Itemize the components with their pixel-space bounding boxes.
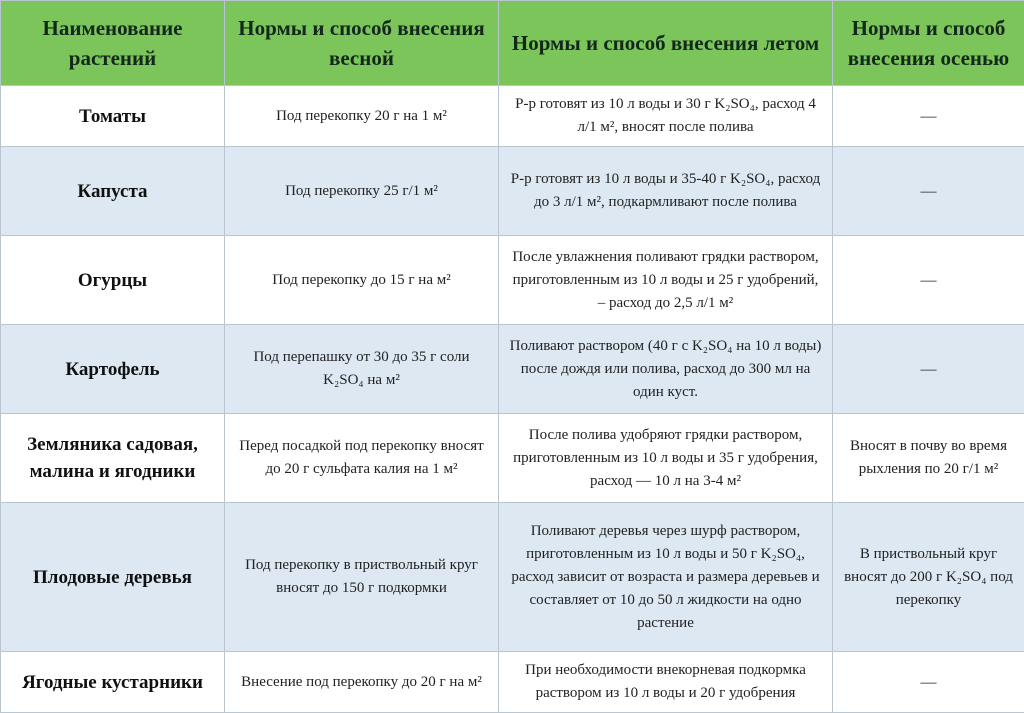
autumn-cell: —	[833, 86, 1024, 147]
plant-name-cell: Картофель	[1, 325, 225, 414]
plant-name-cell: Земляника садовая, малина и ягодники	[1, 414, 225, 503]
header-row	[1, 1, 1024, 86]
autumn-cell: —	[833, 147, 1024, 236]
summer-cell: Р-р готовят из 10 л воды и 30 г K₂SO₄, расход 4 л/1 м², вносят после полива	[499, 86, 833, 147]
header-autumn: Нормы и способ внесения осенью	[833, 1, 1024, 86]
table-row	[1, 414, 1024, 503]
header-plant-name: Наименование растений	[1, 1, 225, 86]
summer-cell: После полива удобряют грядки раствором, приготовленным из 10 л воды и 35 г удобрения, расход — 10 л на 3-4 м²	[499, 414, 833, 503]
autumn-cell: —	[833, 325, 1024, 414]
autumn-cell: Вносят в почву во время рыхления по 20 г/1 м²	[833, 414, 1024, 503]
plant-name-cell: Томаты	[1, 86, 225, 147]
autumn-cell: В приствольный круг вносят до 200 г K₂SO₄ под перекопку	[833, 503, 1024, 652]
table-row	[1, 236, 1024, 325]
plant-name-cell: Ягодные кустарники	[1, 652, 225, 713]
spring-cell: Под перекопку 20 г на 1 м²	[225, 86, 499, 147]
table-row	[1, 325, 1024, 414]
autumn-cell: —	[833, 652, 1024, 713]
spring-cell: Под перекопку 25 г/1 м²	[225, 147, 499, 236]
summer-cell: При необходимости внекорневая подкормка раствором из 10 л воды и 20 г удобрения	[499, 652, 833, 713]
spring-cell: Внесение под перекопку до 20 г на м²	[225, 652, 499, 713]
header-spring: Нормы и способ внесения весной	[225, 1, 499, 86]
table-row	[1, 503, 1024, 652]
table-row	[1, 652, 1024, 713]
plant-name-cell: Плодовые деревья	[1, 503, 225, 652]
spring-cell: Под перекопку до 15 г на м²	[225, 236, 499, 325]
plant-name-cell: Капуста	[1, 147, 225, 236]
summer-cell: Поливают деревья через шурф раствором, приготовленным из 10 л воды и 50 г K₂SO₄, расход зависит от возраста и размера деревьев и составляет от 10 до 50 л жидкости на одно растение	[499, 503, 833, 652]
summer-cell: После увлажнения поливают грядки раствором, приготовленным из 10 л воды и 25 г удобрений, – расход до 2,5 л/1 м²	[499, 236, 833, 325]
table-row	[1, 147, 1024, 236]
plant-name-cell: Огурцы	[1, 236, 225, 325]
summer-cell: Р-р готовят из 10 л воды и 35-40 г K₂SO₄, расход до 3 л/1 м², подкармливают после полива	[499, 147, 833, 236]
summer-cell: Поливают раствором (40 г с K₂SO₄ на 10 л воды) после дождя или полива, расход до 300 мл на один куст.	[499, 325, 833, 414]
header-summer: Нормы и способ внесения летом	[499, 1, 833, 86]
spring-cell: Перед посадкой под перекопку вносят до 20 г сульфата калия на 1 м²	[225, 414, 499, 503]
spring-cell: Под перепашку от 30 до 35 г соли K₂SO₄ на м²	[225, 325, 499, 414]
spring-cell: Под перекопку в приствольный круг вносят до 150 г подкормки	[225, 503, 499, 652]
table-row	[1, 86, 1024, 147]
autumn-cell: —	[833, 236, 1024, 325]
